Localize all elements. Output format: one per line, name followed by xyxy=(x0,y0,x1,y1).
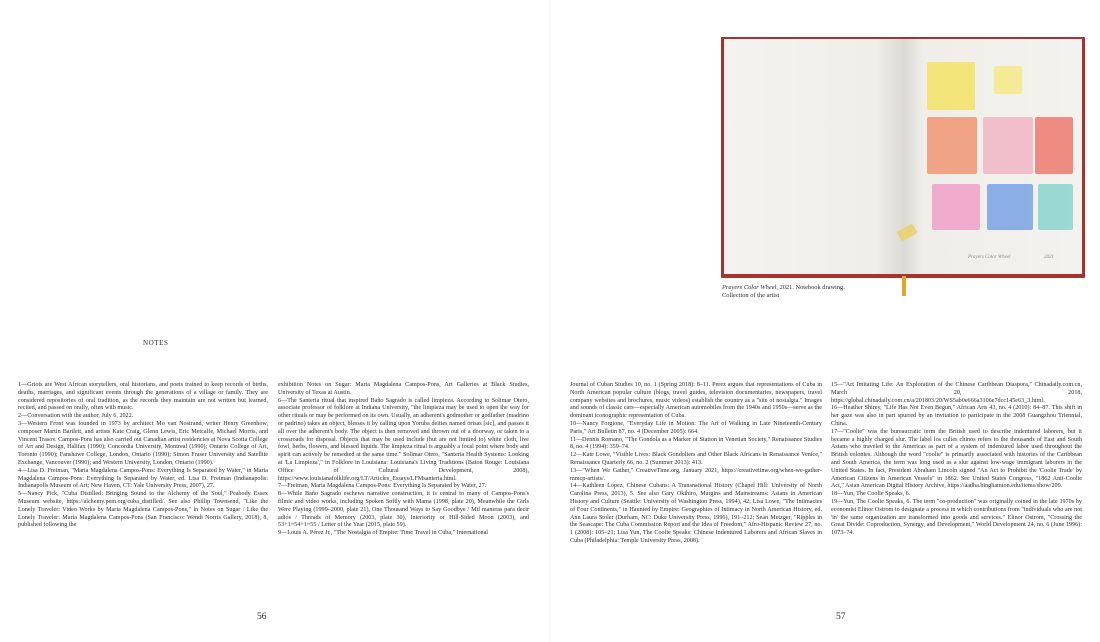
note-9: 9—Louis A. Pérez Jr., "The Nostalgia of Empire: Time Travel in Cuba," International xyxy=(278,530,489,537)
note-8: 8—While Baño Sagrado eschews narrative construction, it is central to many of Campos-Pons's filmic and video works, including Spoken Softly with Mama (1998, plate 20), Meanwhile the Girls Were Playing (1999–2000, plate 21), One Thousand Ways to Say Goodbye / Mil maneras para decir adiós / Threads of Memory (2003, plate 30), Interiority or Hill-Sided Moon (2003), and 53+1=54+1=55 / Letter of the Year (2015, plate 59). xyxy=(278,491,529,529)
note-9-cont: Journal of Cuban Studies 10, no. 1 (Spring 2018): 8–11. Perez argues that representations of Cuba in North American popular culture (blogs, travel guides, television documentaries, newspapers, travel company websites and brochures, music videos) establish the country as a "site of nostalgia." Images and sounds of classic cars—especially American automobiles from the 1940s and 1950s—serve as the dominant iconographic representation of Cuba. xyxy=(570,382,822,420)
note-5-cont: exhibition Notes on Sugar: Maria Magdalena Campos-Pons, Art Galleries at Black Studies, University of Texas at Austin. xyxy=(278,382,529,396)
note-16: 16—Heather Shirey, "Life Has Not Even Begun," African Arts 43, no. 4 (2010): 84–87. This shift in her gaze was also in part spurred by an invitation to participate in the 2008 Guangzhou Triennial, China. xyxy=(831,405,1082,427)
notes-column-1 xyxy=(18,382,268,530)
swatch-red xyxy=(1035,117,1073,174)
swatch-blue xyxy=(987,184,1033,230)
bookmark-ribbon xyxy=(902,276,906,296)
notes-column-3 xyxy=(570,382,822,546)
note-10: 10—Nancy Forgione, "Everyday Life in Motion: The Art of Walking in Late Nineteenth-Century Paris," Art Bulletin 87, no. 4 (December 2005): 664. xyxy=(570,420,822,435)
caption-details: , 2021. Notebook drawing. Collection of the artist xyxy=(722,284,845,300)
caption-title: Prayers Color Wheel xyxy=(722,284,777,291)
swatch-yellow-small xyxy=(994,66,1022,94)
note-13: 13—"When We Gather," CreativeTime.org, January 2021, https://creativetime.org/when-we-gather-mmcp-artists/. xyxy=(570,467,822,482)
note-17: 17—"Coolie" was the bureaucratic term the British used to describe indentured laborers, but it became a highly charged slur. The label los culíes chinos refers to the thousands of East and South Asians who traveled to the Americas as part of a system of indentured labor used throughout the British colonies. Although the word "coolie" is primarily associated with histories of the Caribbean and South America, the term was long used as a slur against low-wage immigrant laborers in the United States. In fact, President Abraham Lincoln signed "An Act to Prohibit the 'Coolie Trade' by American Citizens in American Vessels" in 1862. See United States Congress, "1862 Anti-Coolie Act," Asian American Digital History Archive, https://aadha.binghamton.edu/items/show/209. xyxy=(831,428,1082,490)
swatch-pink-light xyxy=(983,117,1033,174)
note-11: 11—Dennis Romano, "The Gondola as a Marker of Station in Venetian Society," Renaissance Studies 8, no. 4 (1994): 359–74. xyxy=(570,436,822,451)
swatch-orange xyxy=(927,117,977,174)
notebook-left-page xyxy=(724,39,902,274)
note-1: 1—Griots are West African storytellers, oral historians, and poets trained to keep records of births, deaths, marriages, and significant events through the generations of a village or family. They are considered repositories of oral tradition, as the records they maintain are not written but learned, recited, and passed on orally, often with music. xyxy=(18,382,268,412)
gutter xyxy=(549,0,551,642)
note-19: 19—Yun, The Coolie Speaks, 6. The term "co-production" was originally coined in the late 1970s by economist Elinor Ostrom to designate a process in which contributions from "individuals who are not 'in' the same organization are transformed into goods and services." Elinor Ostrom, "Crossing the Great Divide: Coproduction, Synergy, and Development," World Development 24, no. 6 (June 1996): 1073–74. xyxy=(831,498,1082,537)
image-caption xyxy=(722,284,872,300)
swatch-yellow-large xyxy=(927,62,975,110)
note-4: 4—Lisa D. Freiman, "Maria Magdalena Campos-Pons: Everything Is Separated by Water," in Maria Magdalena Campos-Pons: Everything Is Separated by Water, ed. Lisa D. Freiman (Indianapolis: Indianapolis Museum of Art; New Haven, CT: Yale University Press, 2007), 27. xyxy=(18,467,268,490)
notebook-signature-title: Prayers Color Wheel xyxy=(968,255,1011,260)
notes-column-4 xyxy=(831,382,1082,538)
note-18: 18—Yun, The Coolie Speaks, 6. xyxy=(831,491,911,498)
page-number-left: 56 xyxy=(257,612,267,622)
notes-heading: NOTES xyxy=(143,339,169,347)
swatch-teal xyxy=(1038,184,1073,230)
notebook-signature-date: 2021 xyxy=(1044,255,1054,260)
note-6: 6—The Santeria ritual that inspired Baño Sagrado is called limpieza. According to Solimar Otero, associate professor of folklore at Indiana University, "the limpieza may be used to open the way for other rituals or may be performed on its own. Usually, an adherent's godmother or godfather (madrino or padrino) takes an object, blesses it by calling upon Yoruba deities named orisas [sic], and passes it all over the adherent's body. The object is then removed and thrown out of a doorway, or taken to a crossroads for disposal. Objects that may be used include (but are not limited to) white cloth, live fowl, herbs, flowers, and blessed liquids. The limpieza ritual is arguably a focal point where body and spirit can actively be remedied at the same time." Solimar Otero, "Santeria Health Systems: Looking at 'La Limpieza'," in Folklore in Louisiana: Louisiana's Living Traditions (Baton Rouge: Louisiana Office of Cultural Development, 2008), https://www.louisianafolklife.org/LT/Articles_Essays/LFMsanteria.html. xyxy=(278,397,529,482)
note-5: 5—Nancy Pick, "Cuba Distilled: Bringing Sound to the Alchemy of the Soul," Peabody Essex Museum website, https://alchemy.pem.org/cuba_distilled/. See also Phillip Townsend, "Like the Lonely Traveler: Video Works by Maria Magdalena Campos-Pons," in Notes on Sugar / Like the Lonely Traveler: Maria Magdalena Campos-Pons (San Francisco: Wendi Norris Gallery, 2018), 8, published following the xyxy=(18,491,268,529)
note-7: 7—Freiman, Maria Magdalena Campos-Pons: Everything Is Separated by Water, 27. xyxy=(278,483,487,490)
note-15: 15—"Art Imitating Life: An Exploration of the Chinese Caribbean Diaspora," Chinadaily.com.cn, March 20, 2018, https://global.chinadaily.com.cn/a/201803/20/WS5ab0e666a3106e7dcc145e63_3.html. xyxy=(831,382,1082,404)
page-number-right: 57 xyxy=(836,612,846,622)
note-3: 3—Western Front was founded in 1973 by architect Mo van Nostrand, writer Henry Greenhow, composer Martin Bartlett, and artists Kate Craig, Glenn Lewis, Eric Metcalfe, Michael Morris, and Vincent Trasov. Campos-Pons has also carried out Canadian artist residencies at Nova Scotia College of Art and Design, Halifax (1990); Concordia University, Montreal (1990); Ontario College of Art, Toronto (1990); Fanshawe College, London, Ontario (1990); Simon Fraser University and Satellite Exchange, Vancouver (1990); and Western University, London, Ontario (1990). xyxy=(18,420,268,466)
swatch-pink xyxy=(932,184,980,230)
note-14: 14—Kathleen López, Chinese Cubans: A Transnational History (Chapel Hill: University of North Carolina Press, 2013), 5. See also Gary Okihiro, Margins and Mainstreams: Asians in American History and Culture (Seattle: University of Washington Press, 1994), 42; Lisa Lowe, "The Intimacies of Four Continents," in Haunted by Empire: Geographies of Intimacy in North American History, ed. Ann Laura Stoler (Durham, NC: Duke University Press, 1996), 191–212; Sean Metzger, "Ripples in the Seascape: The Cuba Commission Report and the Idea of Freedom," Afro-Hispanic Review 27, no. 1 (2008): 105–21; Lisa Yun, The Coolie Speaks: Chinese Indentured Laborers and African Slaves in Cuba (Philadelphia: Temple University Press, 2008). xyxy=(570,483,822,544)
notes-column-2 xyxy=(278,382,529,538)
note-12: 12—Kate Lowe, "Visible Lives: Black Gondoliers and Other Black Africans in Renaissance Venice," Renaissance Quarterly 66, no. 2 (Summer 2013): 413. xyxy=(570,452,822,466)
note-2: 2—Conversation with the author, July 6, 2022. xyxy=(18,413,134,420)
